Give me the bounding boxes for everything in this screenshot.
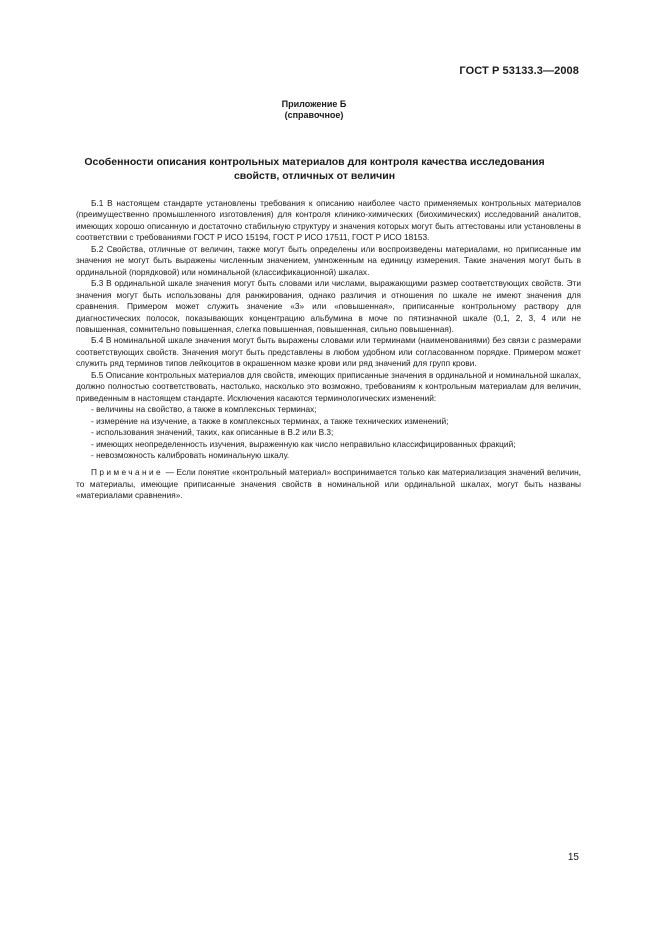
list-item: - измерение на изучение, а также в комплексных терминах, а также технических изменений; bbox=[91, 415, 449, 426]
page-number: 15 bbox=[567, 852, 579, 863]
note-text: — Если понятие «контрольный материал» воспринимается только как материализация значений величин, то материалы, имеющие приписанные значения свойств в номинальной или ординальной шкалах, могут быть названы «материалами сравнения». bbox=[76, 467, 581, 501]
paragraph-b3: Б.3 В ординальной шкале значения могут быть словами или числами, выражающими размер соответствующих свойств. Эти значения могут быть использованы для ранжирования, однако различия и отношения по шкале не имеют значения для сравнения. Примером может служить значение «3» или «повышенная», приписанные контрольному раствору для диагностических полосок, показывающих концентрацию альбумина в моче по пятизначной шкале (0,1, 2, 3, 4 или не повышенная, сомнительно повышенная, слегка повышенная, повышенная, сильно повышенная). bbox=[76, 278, 581, 334]
list-item: - величины на свойство, а также в комплексных терминах; bbox=[91, 404, 317, 415]
paragraph-b4: Б.4 В номинальной шкале значения могут быть выражены словами или терминами (наименованиями) без связи с размерами соответствующих свойств. Значения могут быть представлены в любом удобном или согласованном порядке. Примером может служить ряд терминов типов лейкоцитов в окрашенном мазке крови или ряд значений для групп крови. bbox=[76, 335, 581, 369]
note bbox=[76, 467, 581, 501]
list-item: - невозможность калибровать номинальную шкалу. bbox=[91, 449, 290, 460]
annex-title: Приложение Б bbox=[281, 99, 347, 109]
standard-number: ГОСТ Р 53133.3—2008 bbox=[459, 65, 579, 77]
note-label: Примечание bbox=[91, 467, 164, 478]
list-item: - имеющих неопределенность изучения, выраженную как число неправильно классифицированных фракций; bbox=[91, 438, 516, 449]
list-item: - использования значений, таких, как описанные в В.2 или В.3; bbox=[91, 427, 334, 438]
paragraph-b5: Б.5 Описание контрольных материалов для свойств, имеющих приписанные значения в ординальной и номинальной шкалах, должно полностью соответствовать, настолько, насколько это возможно, требованиям к контрольным материалам для величин, приведенным в настоящем стандарте. Исключения касаются терминологических изменений: bbox=[76, 369, 581, 403]
annex-heading bbox=[0, 99, 628, 121]
annex-type: (справочное) bbox=[284, 110, 344, 120]
section-title: Особенности описания контрольных материалов для контроля качества исследования свойств, отличных от величин bbox=[84, 156, 545, 182]
paragraph-b2: Б.2 Свойства, отличные от величин, также могут быть определены или воспроизведены материалами, но приписанные им значения не могут быть выражены численным значением, умноженным на единицу измерения. Такие значения могут быть в ординальной (порядковой) или номинальной (классификационной) шкалах. bbox=[76, 243, 581, 277]
paragraph-b1: Б.1 В настоящем стандарте установлены требования к описанию наиболее часто применяемых контрольных материалов (преимущественно промышленного изготовления) для контроля клинико-химических (биохимических) исследований аналитов, имеющих хорошо описанную и достаточно стабильную структуру и значения которых могут быть аттестованы или установлены в соответствии с требованиями ГОСТ Р ИСО 15194, ГОСТ Р ИСО 17511, ГОСТ Р ИСО 18153. bbox=[76, 198, 581, 243]
document-body bbox=[76, 198, 581, 502]
